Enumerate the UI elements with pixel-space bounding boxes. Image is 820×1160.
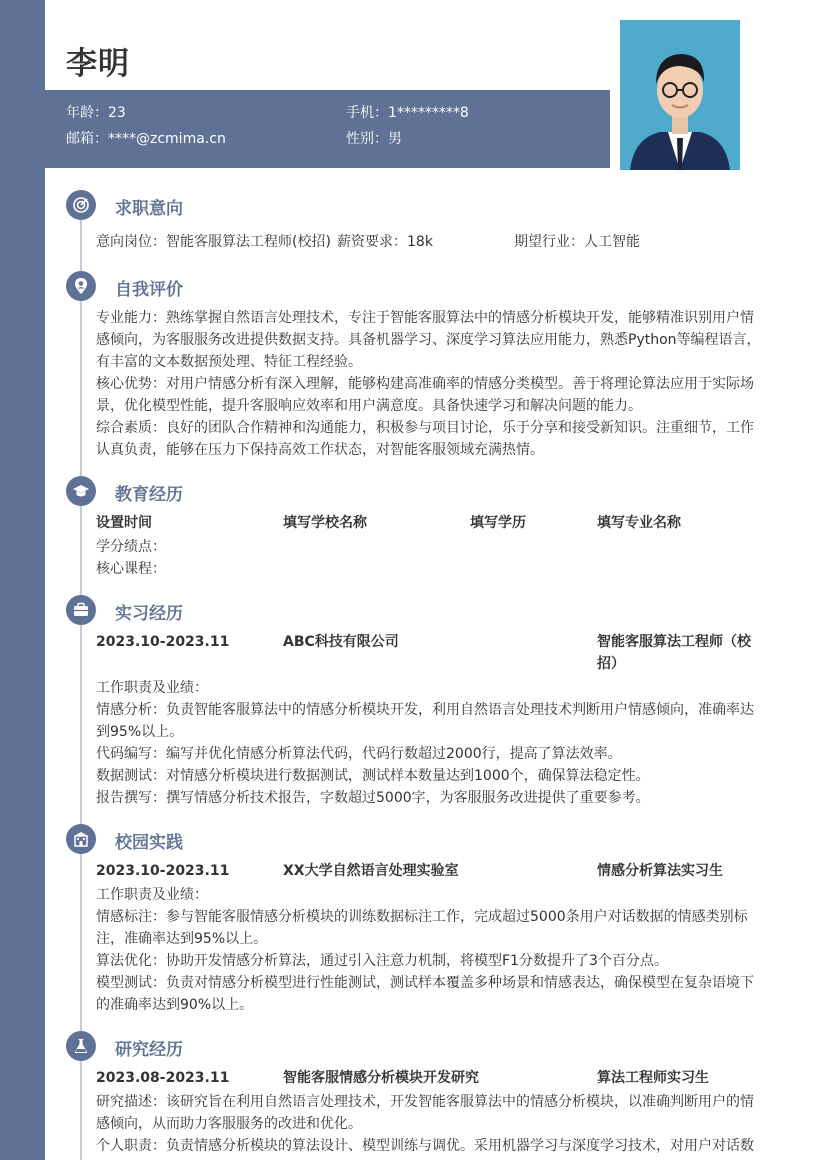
self-eval-professional: 专业能力：熟练掌握自然语言处理技术，专注于智能客服算法中的情感分析模块开发，能够精准识别用户情感倾向，为客服服务改进提供数据支持。具备机器学习、深度学习算法应用能力，熟悉Python等编程语言，有丰富的文本数据预处理、特征工程经验。 xyxy=(96,310,761,370)
left-accent-strip-inner xyxy=(30,0,45,1160)
building-icon xyxy=(66,824,96,854)
briefcase-icon xyxy=(66,595,96,625)
self-eval-strength: 核心优势：对用户情感分析有深入理解，能够构建高准确率的情感分类模型。善于将理论算法应用于实际场景，优化模型性能，提升客服响应效率和用户满意度。具备快速学习和解决问题的能力。 xyxy=(96,376,754,414)
section-title-campus: 校园实践 xyxy=(115,833,183,853)
age-info: 年龄：23 xyxy=(66,105,126,121)
intern-duty-3: 数据测试：对情感分析模块进行数据测试，测试样本数量达到1000个，确保算法稳定性。 xyxy=(96,768,650,784)
research-role: 算法工程师实习生 xyxy=(597,1070,709,1086)
campus-role: 情感分析算法实习生 xyxy=(597,863,723,879)
research-duty: 个人职责：负责情感分析模块的算法设计、模型训练与调优。采用机器学习与深度学习技术，对用户对话数 xyxy=(96,1138,754,1154)
edu-degree: 填写学历 xyxy=(470,515,526,531)
edu-time: 设置时间 xyxy=(96,515,152,531)
edu-courses: 核心课程： xyxy=(96,561,166,577)
research-desc: 研究描述：该研究旨在利用自然语言处理技术，开发智能客服算法中的情感分析模块，以准确判断用户的情感倾向，从而助力客服服务的改进和优化。 xyxy=(96,1094,754,1132)
email-info: 邮箱：****@zcmima.cn xyxy=(66,131,226,147)
graduation-cap-icon xyxy=(66,476,96,506)
edu-gpa: 学分绩点： xyxy=(96,539,166,555)
intent-salary: 薪资要求：18k xyxy=(337,234,433,250)
self-eval-quality: 综合素质：良好的团队合作精神和沟通能力，积极参与项目讨论，乐于分享和接受新知识。注重细节，工作认真负责，能够在压力下保持高效工作状态，对智能客服领域充满热情。 xyxy=(96,420,754,458)
person-pin-icon xyxy=(66,271,96,301)
intern-company: ABC科技有限公司 xyxy=(283,634,399,650)
intent-position: 意向岗位：智能客服算法工程师(校招) xyxy=(96,234,331,250)
intern-duty-4: 报告撰写：撰写情感分析技术报告，字数超过5000字，为客服服务改进提供了重要参考。 xyxy=(96,790,650,806)
research-project: 智能客服情感分析模块开发研究 xyxy=(283,1070,479,1086)
campus-duty-3: 模型测试：负责对情感分析模型进行性能测试，测试样本覆盖多种场景和情感表达，确保模型在复杂语境下的准确率达到90%以上。 xyxy=(96,975,754,1013)
section-title-research: 研究经历 xyxy=(115,1040,183,1060)
candidate-name: 李明 xyxy=(66,46,130,82)
section-title-edu: 教育经历 xyxy=(115,485,183,505)
phone-info: 手机：1*********8 xyxy=(346,105,469,121)
section-title-intern: 实习经历 xyxy=(115,604,183,624)
timeline-line xyxy=(80,192,82,1160)
campus-duty-2: 算法优化：协助开发情感分析算法，通过引入注意力机制，将模型F1分数提升了3个百分点。 xyxy=(96,953,668,969)
flask-icon xyxy=(66,1031,96,1061)
intern-duty-2: 代码编写：编写并优化情感分析算法代码，代码行数超过2000行，提高了算法效率。 xyxy=(96,746,622,762)
target-icon xyxy=(66,190,96,220)
section-title-self: 自我评价 xyxy=(115,280,183,300)
intern-time: 2023.10-2023.11 xyxy=(96,634,230,650)
campus-duty-1: 情感标注：参与智能客服情感分析模块的训练数据标注工作，完成超过5000条用户对话数据的情感类别标注，准确率达到95%以上。 xyxy=(96,909,748,947)
profile-photo xyxy=(620,20,740,170)
gender-info: 性别：男 xyxy=(346,131,402,147)
edu-major: 填写专业名称 xyxy=(597,515,681,531)
section-title-intent: 求职意向 xyxy=(115,199,183,219)
intern-duty-label: 工作职责及业绩： xyxy=(96,680,208,696)
intern-duty-1: 情感分析：负责智能客服算法中的情感分析模块开发，利用自然语言处理技术判断用户情感倾向，准确率达到95%以上。 xyxy=(96,702,754,740)
left-accent-strip xyxy=(0,0,30,1160)
campus-time: 2023.10-2023.11 xyxy=(96,863,230,879)
research-time: 2023.08-2023.11 xyxy=(96,1070,230,1086)
campus-duty-label: 工作职责及业绩： xyxy=(96,887,208,903)
edu-school: 填写学校名称 xyxy=(283,515,367,531)
intern-role: 智能客服算法工程师（校招） xyxy=(597,634,751,672)
intent-industry: 期望行业：人工智能 xyxy=(514,234,640,250)
campus-org: XX大学自然语言处理实验室 xyxy=(283,863,459,879)
